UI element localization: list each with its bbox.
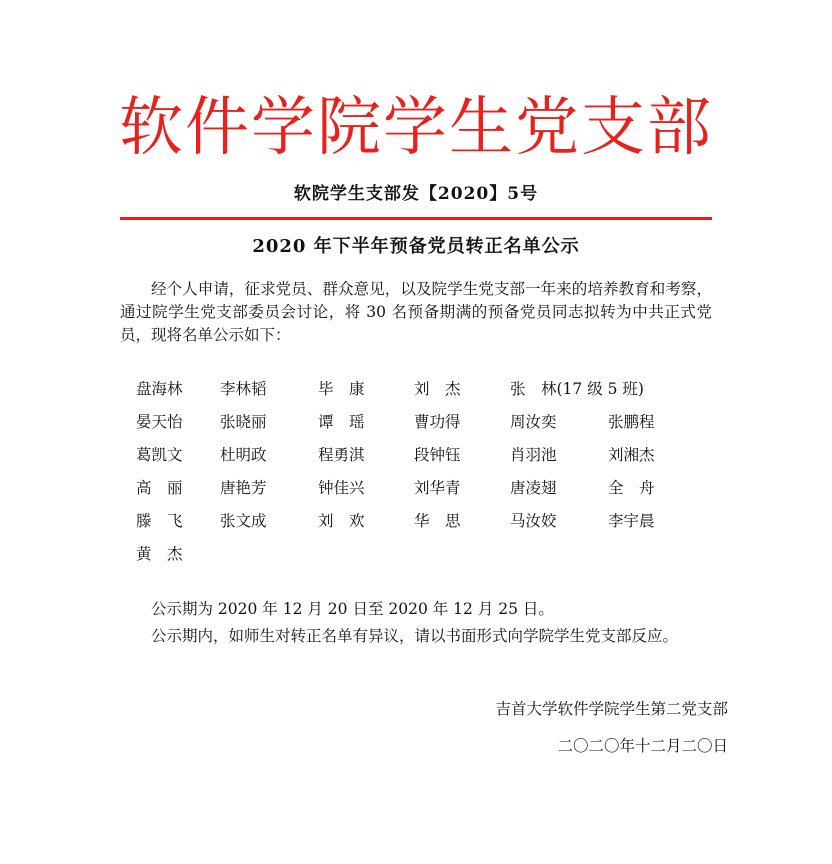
member-name: 马汝姣 [510, 512, 557, 530]
intro-paragraph: 经个人申请，征求党员、群众意见，以及院学生党支部一年来的培养教育和考察，通过院学生党支部委员会讨论，将 30 名预备期满的预备党员同志拟转为中共正式党员，现将名单公示如下： [120, 280, 712, 344]
member-name: 葛凯文 [136, 446, 183, 464]
member-name: 黄 杰 [136, 545, 183, 563]
name-row [136, 508, 696, 541]
red-letterhead-title: 软件学院学生党支部 [119, 91, 713, 165]
member-name: 晏天怡 [136, 413, 183, 431]
publicity-period: 公示期为 2020 年 12 月 20 日至 2020 年 12 月 25 日。 [151, 600, 554, 618]
member-name: 张晓丽 [220, 413, 267, 431]
member-name: 唐凌翅 [510, 479, 557, 497]
name-row [136, 442, 696, 475]
name-row [136, 541, 696, 574]
member-name: 曹功得 [414, 413, 461, 431]
member-name: 华 思 [414, 512, 461, 530]
signature-organization: 吉首大学软件学院学生第二党支部 [495, 700, 728, 718]
member-name: 张 林(17 级 5 班) [510, 380, 644, 398]
member-name: 刘华青 [414, 479, 461, 497]
member-name: 杜明政 [220, 446, 267, 464]
name-list [136, 376, 696, 574]
member-name: 刘 杰 [414, 380, 461, 398]
name-row [136, 475, 696, 508]
member-name: 唐艳芳 [220, 479, 267, 497]
member-name: 肖羽池 [510, 446, 557, 464]
document-number: 软院学生支部发【2020】5号 [293, 184, 539, 204]
member-name: 毕 康 [318, 380, 365, 398]
member-name: 谭 瑶 [318, 413, 365, 431]
member-name: 刘湘杰 [608, 446, 655, 464]
member-name: 李林韬 [220, 380, 267, 398]
name-row [136, 376, 696, 409]
name-row [136, 409, 696, 442]
member-name: 李宇晨 [608, 512, 655, 530]
member-name: 盘海林 [136, 380, 183, 398]
member-name: 全 舟 [608, 479, 655, 497]
member-name: 刘 欢 [318, 512, 365, 530]
member-name: 程勇淇 [318, 446, 365, 464]
member-name: 高 丽 [136, 479, 183, 497]
member-name: 段钟钰 [414, 446, 461, 464]
member-name: 张文成 [220, 512, 267, 530]
member-name: 周汝奕 [510, 413, 557, 431]
red-divider-line [120, 217, 712, 220]
member-name: 钟佳兴 [318, 479, 365, 497]
member-name: 张鹏程 [608, 413, 655, 431]
notice-title: 2020 年下半年预备党员转正名单公示 [252, 236, 580, 257]
member-name: 滕 飞 [136, 512, 183, 530]
signature-date: 二〇二〇年十二月二〇日 [557, 737, 728, 755]
objection-paragraph: 公示期内，如师生对转正名单有异议，请以书面形式向学院学生党支部反应。 [151, 627, 679, 645]
